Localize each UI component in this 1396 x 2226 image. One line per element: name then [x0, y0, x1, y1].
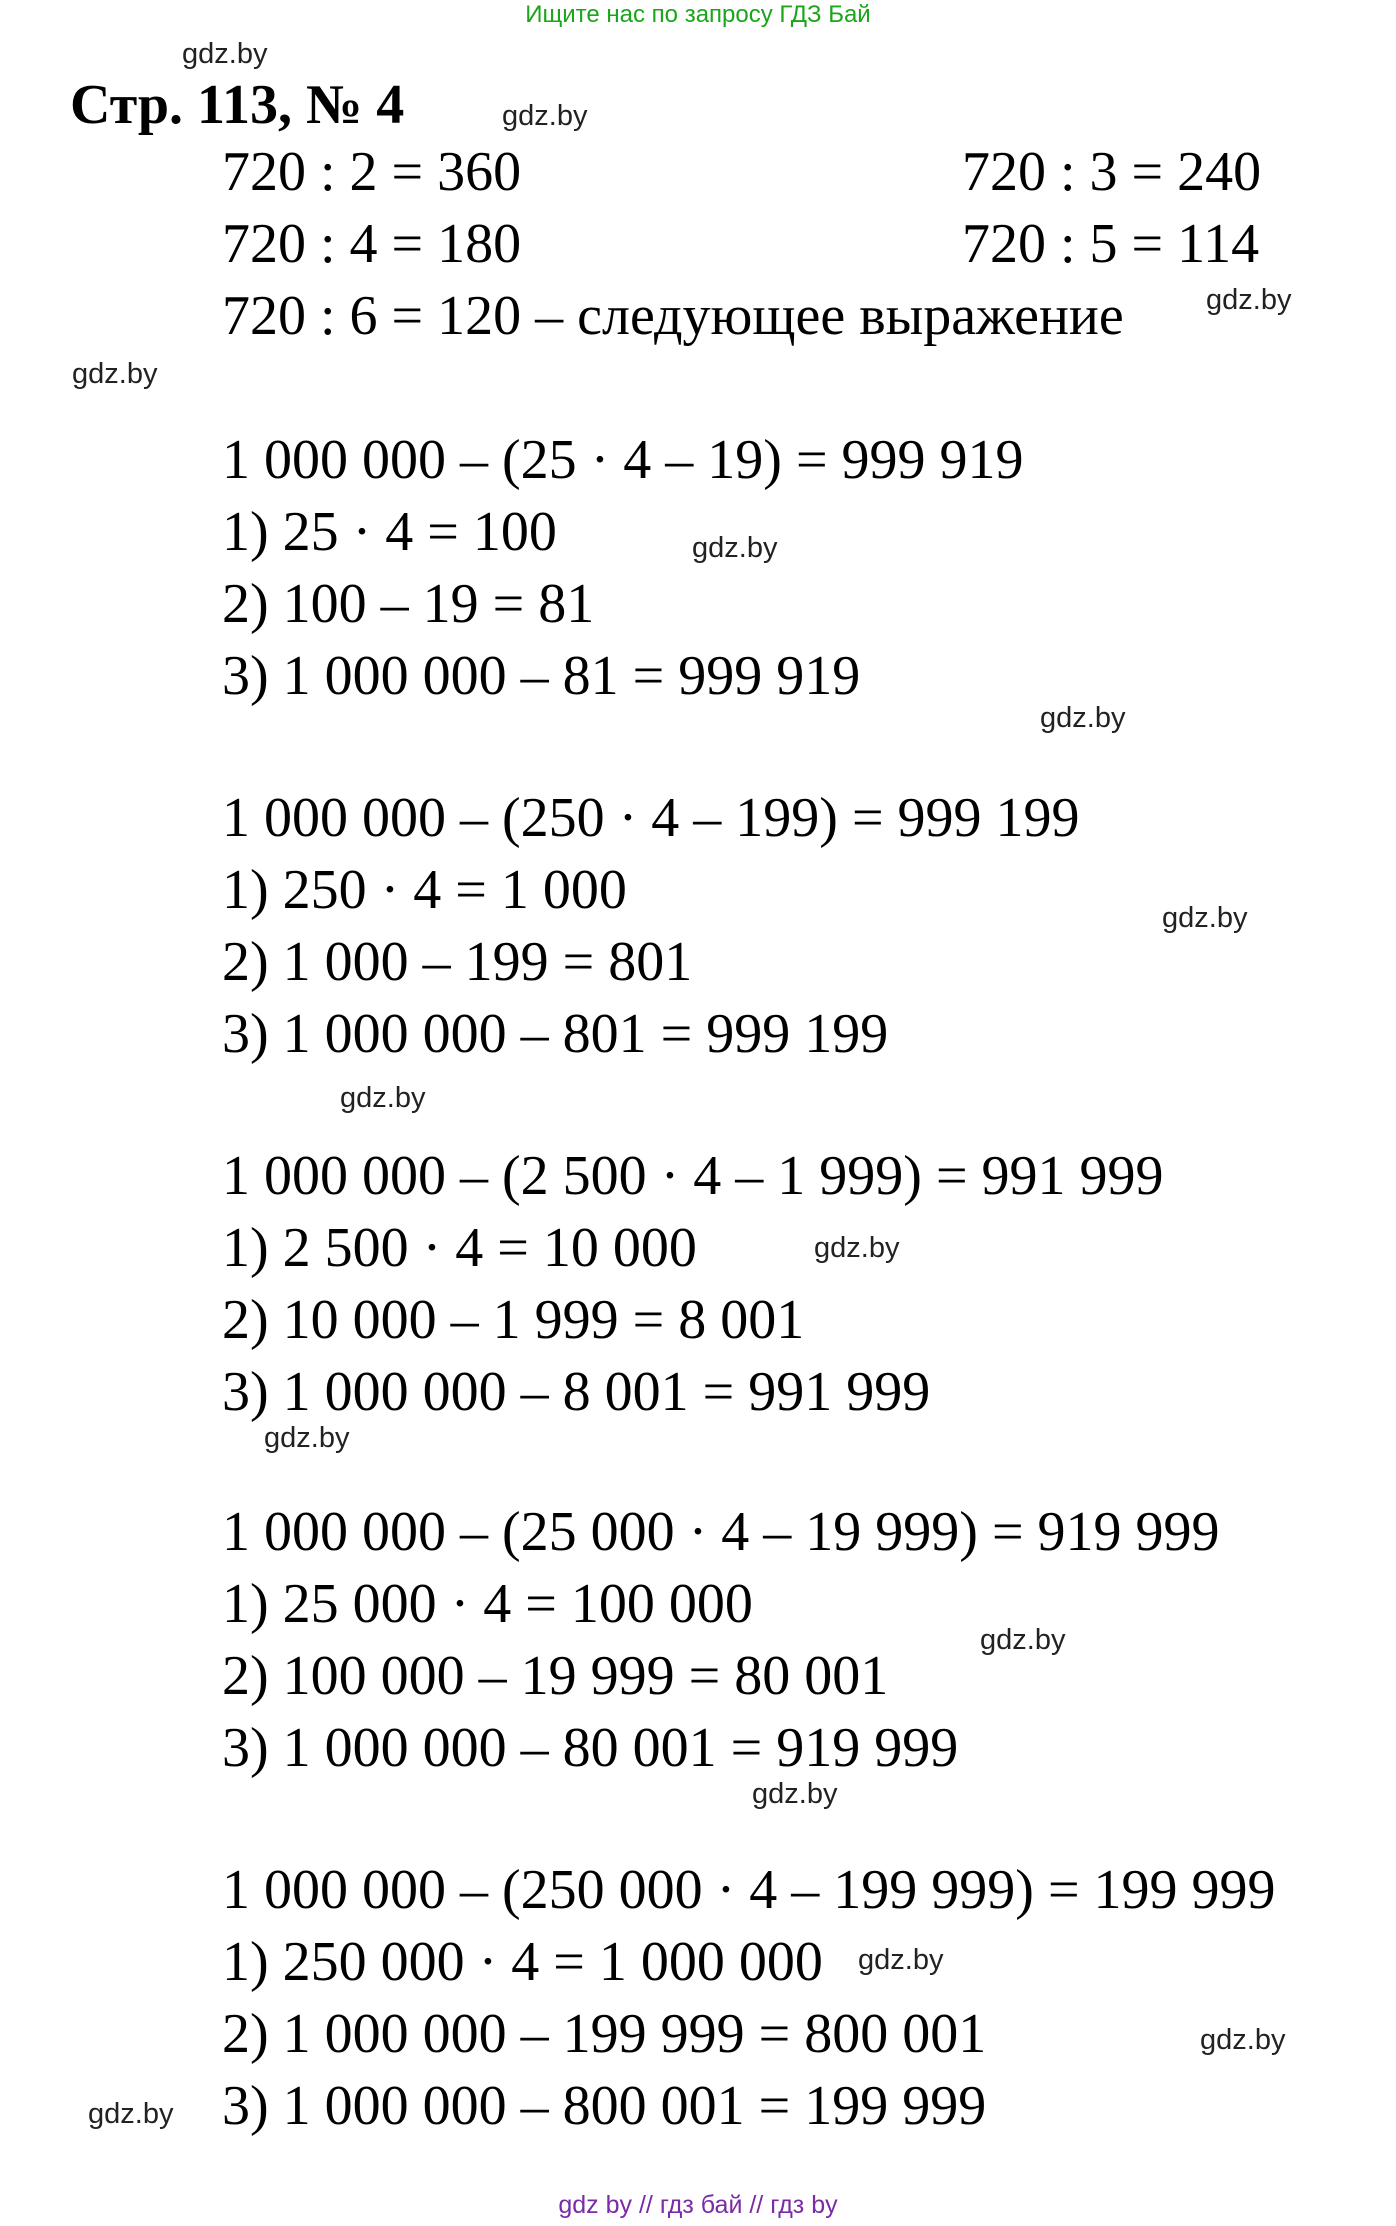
- block-step: 1) 250 000 · 4 = 1 000 000: [222, 1931, 823, 1993]
- watermark: gdz.by: [752, 1778, 838, 1810]
- watermark: gdz.by: [1200, 2024, 1286, 2056]
- watermark: gdz.by: [980, 1624, 1066, 1656]
- watermark: gdz.by: [1206, 284, 1292, 316]
- block-step: 3) 1 000 000 – 8 001 = 991 999: [222, 1361, 931, 1423]
- top-banner-link[interactable]: Ищите нас по запросу ГДЗ Бай: [525, 1, 871, 28]
- block-step: 2) 10 000 – 1 999 = 8 001: [222, 1289, 805, 1351]
- block-expression: 1 000 000 – (25 000 · 4 – 19 999) = 919 999: [222, 1501, 1220, 1563]
- block-step: 2) 1 000 – 199 = 801: [222, 931, 693, 993]
- division-conclusion: 720 : 6 = 120 – следующее выражение: [222, 285, 1124, 347]
- block-step: 1) 25 · 4 = 100: [222, 501, 557, 563]
- block-step: 3) 1 000 000 – 801 = 999 199: [222, 1003, 889, 1065]
- block-step: 1) 250 · 4 = 1 000: [222, 859, 627, 921]
- watermark: gdz.by: [814, 1232, 900, 1264]
- block-step: 3) 1 000 000 – 800 001 = 199 999: [222, 2075, 987, 2137]
- block-expression: 1 000 000 – (2 500 · 4 – 1 999) = 991 999: [222, 1145, 1164, 1207]
- block-step: 2) 100 – 19 = 81: [222, 573, 595, 635]
- watermark: gdz.by: [340, 1082, 426, 1114]
- watermark: gdz.by: [502, 100, 588, 132]
- watermark: gdz.by: [858, 1944, 944, 1976]
- page-title: Стр. 113, № 4: [70, 74, 405, 136]
- watermark: gdz.by: [1040, 702, 1126, 734]
- block-expression: 1 000 000 – (25 · 4 – 19) = 999 919: [222, 429, 1024, 491]
- block-step: 1) 2 500 · 4 = 10 000: [222, 1217, 697, 1279]
- watermark: gdz.by: [88, 2098, 174, 2130]
- block-step: 1) 25 000 · 4 = 100 000: [222, 1573, 753, 1635]
- footer-links[interactable]: gdz by // гдз бай // гдз by: [558, 2191, 838, 2219]
- watermark: gdz.by: [182, 38, 268, 70]
- block-step: 3) 1 000 000 – 80 001 = 919 999: [222, 1717, 959, 1779]
- division-line: 720 : 5 = 114: [962, 213, 1260, 275]
- division-line: 720 : 4 = 180: [222, 213, 522, 275]
- block-expression: 1 000 000 – (250 · 4 – 199) = 999 199: [222, 787, 1080, 849]
- block-step: 3) 1 000 000 – 81 = 999 919: [222, 645, 861, 707]
- watermark: gdz.by: [1162, 902, 1248, 934]
- watermark: gdz.by: [264, 1422, 350, 1454]
- block-step: 2) 1 000 000 – 199 999 = 800 001: [222, 2003, 987, 2065]
- watermark: gdz.by: [72, 358, 158, 390]
- block-step: 2) 100 000 – 19 999 = 80 001: [222, 1645, 889, 1707]
- watermark: gdz.by: [692, 532, 778, 564]
- division-line: 720 : 3 = 240: [962, 141, 1262, 203]
- block-expression: 1 000 000 – (250 000 · 4 – 199 999) = 199 999: [222, 1859, 1276, 1921]
- division-line: 720 : 2 = 360: [222, 141, 522, 203]
